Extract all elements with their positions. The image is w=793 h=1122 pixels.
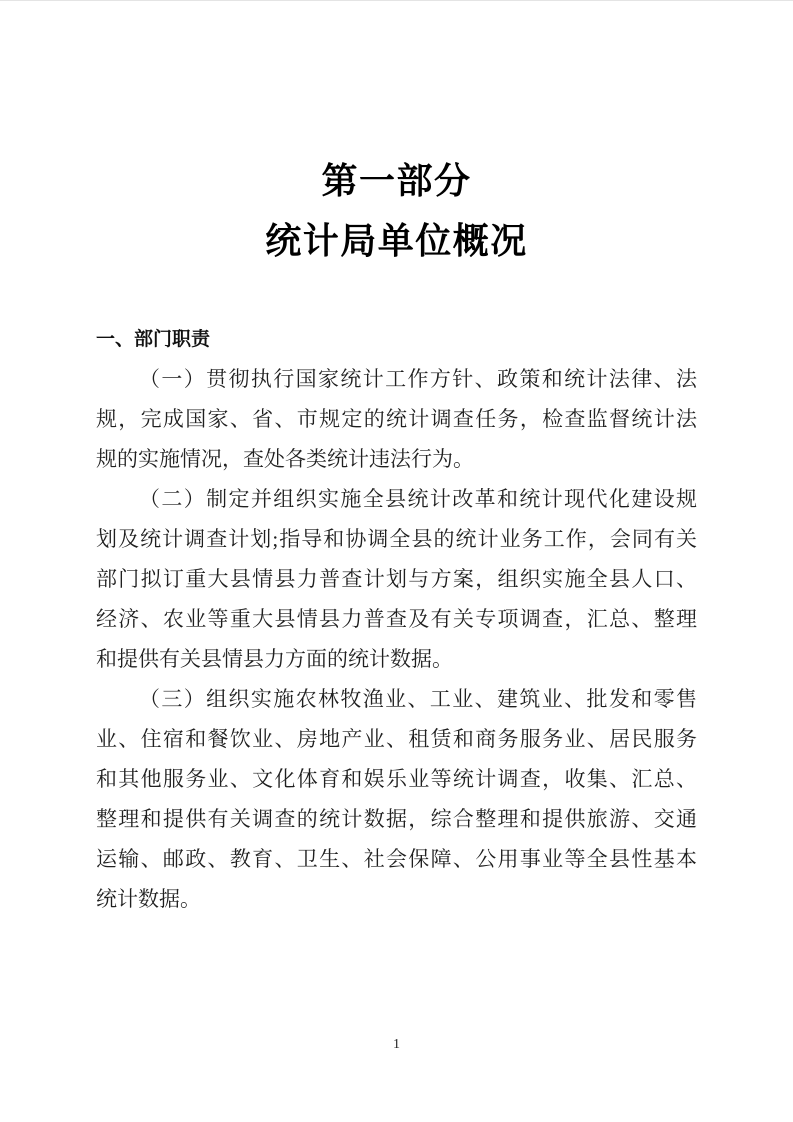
paragraph-1 — [96, 359, 697, 479]
body-line: 划及统计调查计划;指导和协调全县的统计业务工作，会同有关 — [96, 527, 697, 551]
body-line: 和其他服务业、文化体育和娱乐业等统计调查，收集、汇总、 — [96, 767, 697, 791]
body-line: 规，完成国家、省、市规定的统计调查任务，检查监督统计法 — [96, 407, 697, 431]
body-line: 和提供有关县情县力方面的统计数据。 — [96, 647, 453, 671]
page-number: 1 — [393, 1037, 400, 1052]
section-heading: 一、部门职责 — [96, 329, 211, 350]
body-line: 经济、农业等重大县情县力普查及有关专项调查，汇总、整理 — [96, 607, 697, 631]
document-body — [96, 359, 697, 919]
document-title — [0, 1, 793, 271]
body-line: （一）贯彻执行国家统计工作方针、政策和统计法律、法 — [139, 367, 697, 391]
body-line: （三）组织实施农林牧渔业、工业、建筑业、批发和零售 — [139, 687, 697, 711]
paragraph-3 — [96, 679, 697, 919]
body-line: 部门拟订重大县情县力普查计划与方案，组织实施全县人口、 — [96, 567, 697, 591]
document-title-line-2: 统计局单位概况 — [265, 221, 528, 261]
body-line: 规的实施情况，查处各类统计违法行为。 — [96, 447, 474, 471]
body-line: 运输、邮政、教育、卫生、社会保障、公用事业等全县性基本 — [96, 847, 697, 871]
body-line: （二）制定并组织实施全县统计改革和统计现代化建设规 — [139, 487, 697, 511]
paragraph-2 — [96, 479, 697, 679]
document-title-line-1: 第一部分 — [321, 161, 472, 201]
body-line: 整理和提供有关调查的统计数据，综合整理和提供旅游、交通 — [96, 807, 697, 831]
body-line: 业、住宿和餐饮业、房地产业、租赁和商务服务业、居民服务 — [96, 727, 697, 751]
body-line: 统计数据。 — [96, 887, 201, 911]
